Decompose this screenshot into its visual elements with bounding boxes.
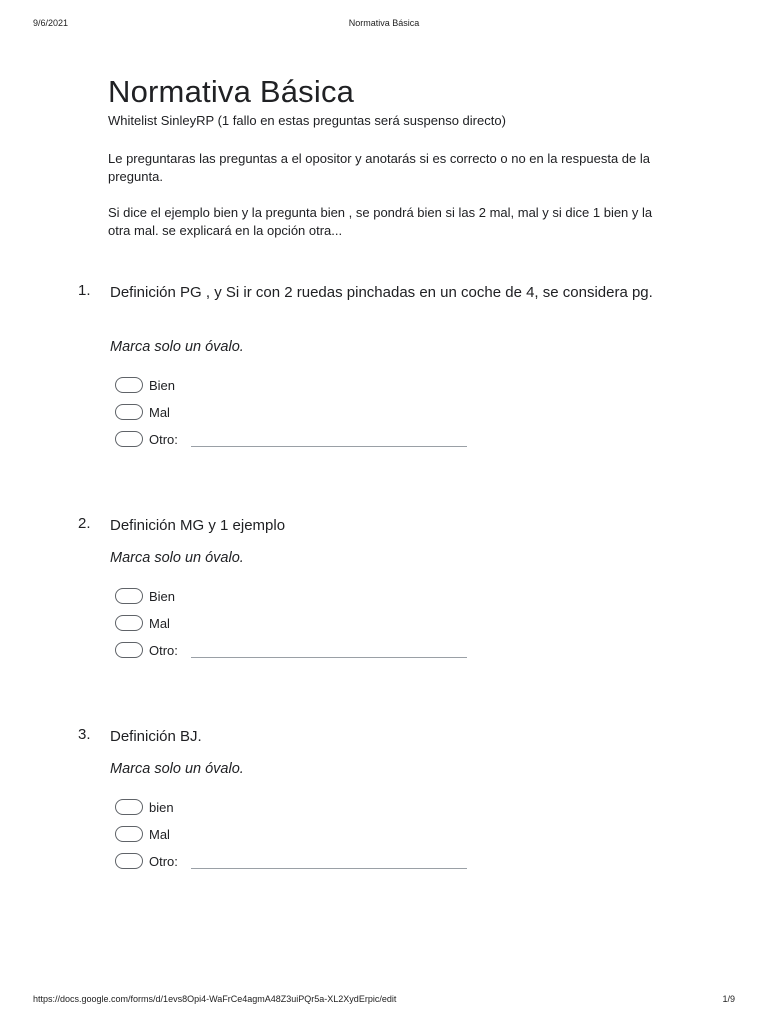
otro-text-field[interactable] (191, 657, 467, 658)
question-text: Definición PG , y Si ir con 2 ruedas pinchadas en un coche de 4, se considera pg. (110, 284, 653, 301)
question-number: 3. (78, 726, 91, 743)
form-description-paragraph: Le preguntaras las preguntas a el opositor y anotarás si es correcto o no en la respuesta de la pregunta. (108, 151, 650, 184)
form-title: Normativa Básica (108, 74, 355, 109)
page-number: 1/9 (722, 994, 735, 1004)
option-label: Bien (149, 589, 176, 604)
radio-oval[interactable] (115, 799, 143, 815)
print-date: 9/6/2021 (33, 18, 69, 28)
question-text: Definición MG y 1 ejemplo (110, 517, 286, 534)
radio-oval[interactable] (115, 642, 143, 658)
radio-oval[interactable] (115, 615, 143, 631)
question-hint: Marca solo un óvalo. (110, 550, 244, 566)
form-description-paragraph: Si dice el ejemplo bien y la pregunta bien , se pondrá bien si las 2 mal, mal y si dice 1 bien y la otra mal. se explicará en la opción otra... (108, 205, 653, 238)
radio-oval[interactable] (115, 826, 143, 842)
print-title: Normativa Básica (348, 18, 420, 28)
question-hint: Marca solo un óvalo. (110, 761, 244, 777)
form-subtitle: Whitelist SinleyRP (1 fallo en estas preguntas será suspenso directo) (108, 113, 506, 128)
option-label: Mal (149, 827, 170, 842)
option-label: Otro: (149, 432, 178, 447)
otro-text-field[interactable] (191, 446, 467, 447)
radio-oval[interactable] (115, 588, 143, 604)
question-number: 1. (78, 282, 91, 299)
radio-oval[interactable] (115, 377, 143, 393)
page-url: https://docs.google.com/forms/d/1evs8Opi4-WaFrCe4agmA48Z3uiPQr5a-XL2XydErpic/edit (33, 994, 397, 1004)
option-label: Otro: (149, 643, 178, 658)
question-hint: Marca solo un óvalo. (110, 339, 244, 355)
question-number: 2. (78, 515, 91, 532)
option-label: Otro: (149, 854, 178, 869)
otro-text-field[interactable] (191, 868, 467, 869)
option-label: bien (149, 800, 174, 815)
option-label: Bien (149, 378, 176, 393)
print-header (0, 18, 768, 32)
option-label: Mal (149, 405, 170, 420)
question-text: Definición BJ. (110, 728, 202, 745)
option-label: Mal (149, 616, 170, 631)
radio-oval[interactable] (115, 431, 143, 447)
radio-oval[interactable] (115, 404, 143, 420)
radio-oval[interactable] (115, 853, 143, 869)
